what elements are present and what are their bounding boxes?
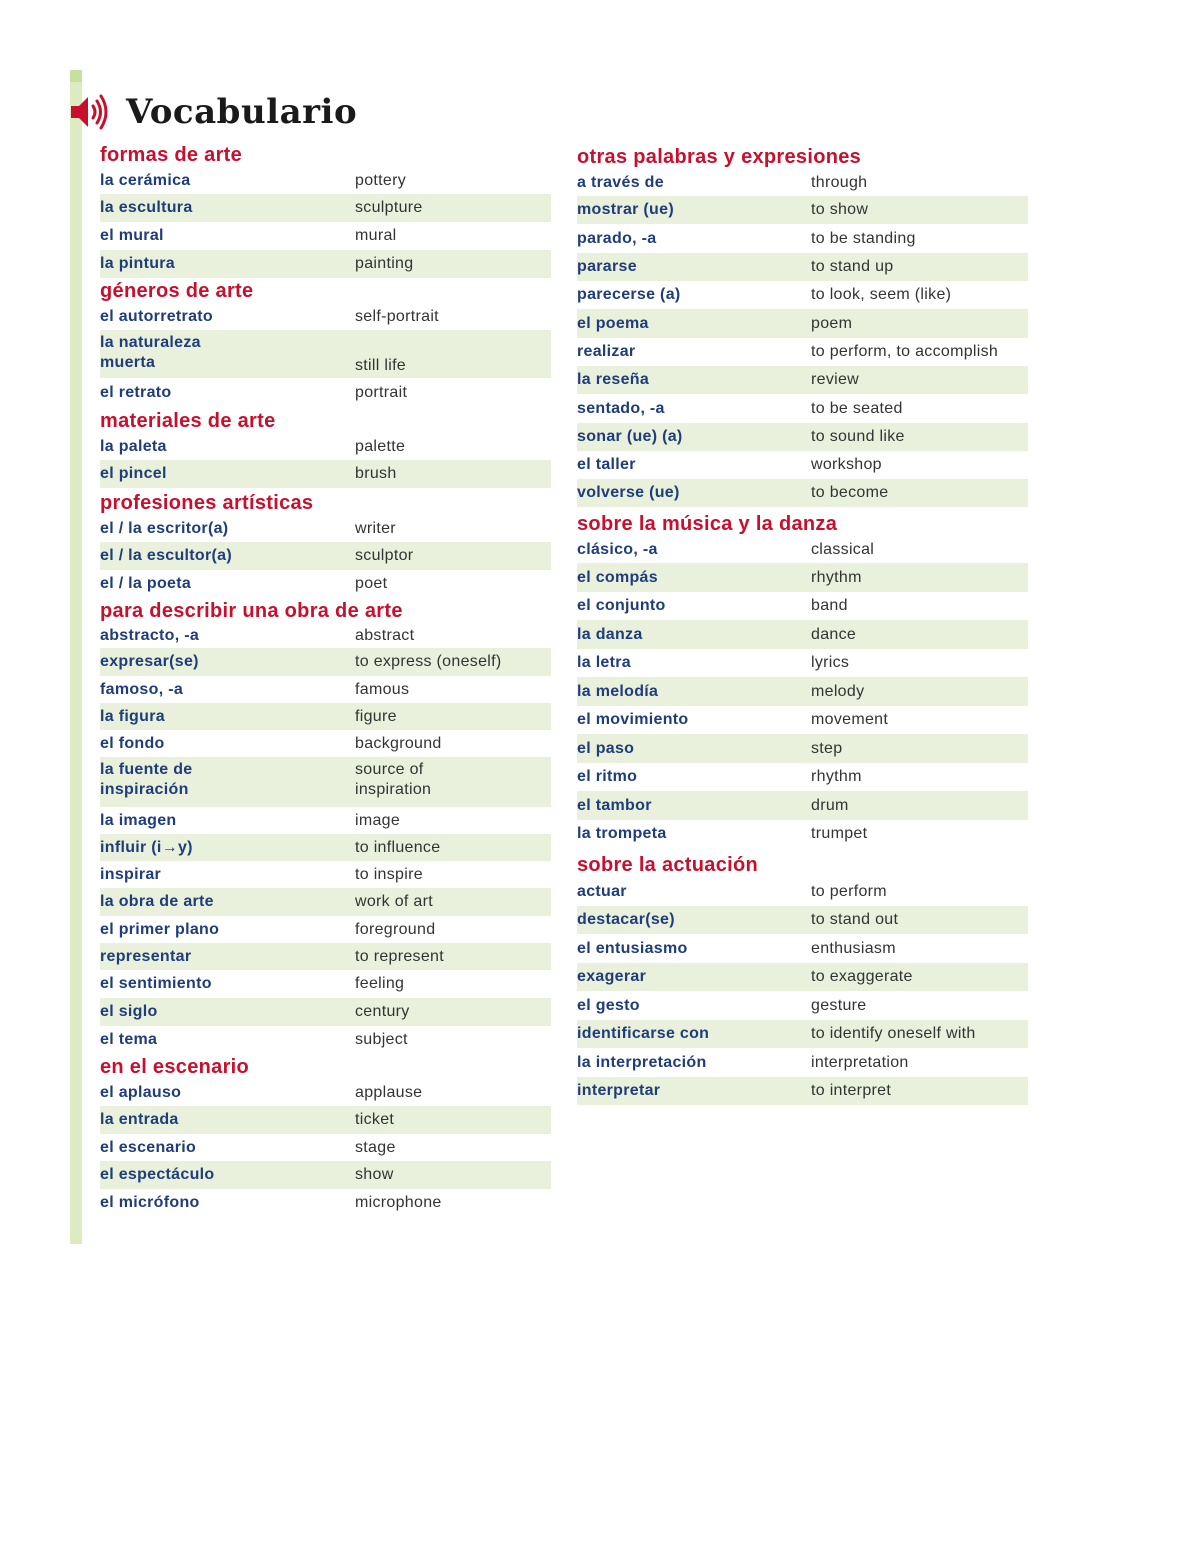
vocab-row <box>100 194 551 222</box>
spanish-term: el / la escultor(a) <box>100 547 232 564</box>
english-translation: melody <box>811 682 865 700</box>
section-heading: en el escenario <box>100 1056 250 1078</box>
vocab-row <box>577 394 1028 423</box>
english-translation: stage <box>355 1138 396 1156</box>
english-translation: poet <box>355 575 388 592</box>
english-translation: to identify oneself with <box>811 1025 976 1042</box>
english-translation: palette <box>355 438 406 455</box>
english-translation: foreground <box>355 920 436 938</box>
spanish-term: abstracto, -a <box>100 627 200 644</box>
vocab-row <box>577 677 1028 706</box>
vocab-row <box>577 791 1028 820</box>
english-translation: drum <box>811 796 849 814</box>
english-translation: through <box>811 174 868 191</box>
english-translation: sculptor <box>355 547 414 564</box>
vocab-row <box>100 1189 551 1217</box>
spanish-term: exagerar <box>577 968 647 985</box>
english-translation: to be seated <box>811 399 903 417</box>
vocab-row <box>100 970 551 998</box>
spanish-term: influir (i→y) <box>100 838 193 856</box>
spanish-term: la fuente de inspiración <box>100 761 193 798</box>
english-translation: rhythm <box>811 568 862 586</box>
english-translation: mural <box>355 227 397 244</box>
vocab-row <box>100 1026 551 1054</box>
spanish-term: interpretar <box>577 1082 661 1099</box>
spanish-term: sonar (ue) (a) <box>577 428 683 445</box>
vocab-row <box>100 250 551 278</box>
vocab-row <box>577 934 1028 963</box>
spanish-term: el micrófono <box>100 1194 200 1211</box>
vocab-row <box>577 338 1028 366</box>
spanish-term: el espectáculo <box>100 1166 215 1183</box>
spanish-term: actuar <box>577 883 627 900</box>
spanish-term: la paleta <box>100 438 167 455</box>
english-translation: to stand up <box>811 258 894 275</box>
spanish-term: el mural <box>100 227 164 244</box>
spanish-term: la obra de arte <box>100 893 214 910</box>
spanish-term: la interpretación <box>577 1053 707 1071</box>
english-translation: to show <box>811 201 869 218</box>
vocab-row <box>577 1077 1028 1105</box>
vocab-row <box>577 309 1028 338</box>
spanish-term: el tema <box>100 1031 158 1048</box>
page-header <box>68 90 357 134</box>
spanish-term: el entusiasmo <box>577 939 688 957</box>
vocab-row <box>577 649 1028 677</box>
section-heading: géneros de arte <box>100 280 254 302</box>
english-translation: to represent <box>355 947 444 965</box>
english-translation: subject <box>355 1031 408 1048</box>
english-translation: to exaggerate <box>811 968 913 985</box>
vocab-row <box>577 734 1028 763</box>
vocab-row <box>100 1080 551 1106</box>
vocab-row <box>577 196 1028 224</box>
vocab-row <box>577 479 1028 507</box>
spanish-term: destacar(se) <box>577 911 675 928</box>
spanish-term: clásico, -a <box>577 541 658 558</box>
english-translation: dance <box>811 625 857 643</box>
vocab-row <box>577 906 1028 934</box>
english-translation: to be standing <box>811 229 916 247</box>
english-translation: classical <box>811 541 875 558</box>
vocab-row <box>577 451 1028 479</box>
spanish-term: el poema <box>577 314 649 332</box>
spanish-term: la danza <box>577 625 643 643</box>
spanish-term: la figura <box>100 707 165 725</box>
speaker-icon[interactable] <box>68 92 110 132</box>
vocab-row <box>577 963 1028 991</box>
spanish-term: realizar <box>577 343 636 360</box>
english-translation: source of inspiration <box>355 761 432 798</box>
vocab-row <box>100 570 551 598</box>
vocab-row <box>100 998 551 1026</box>
vocab-row <box>577 423 1028 451</box>
english-translation: workshop <box>811 456 882 473</box>
spanish-term: la melodía <box>577 682 659 700</box>
vocab-row <box>577 763 1028 791</box>
spanish-term: el retrato <box>100 384 172 401</box>
spanish-term: el fondo <box>100 734 165 752</box>
vocab-row <box>100 916 551 943</box>
vocab-row <box>100 730 551 757</box>
english-translation: to express (oneself) <box>355 653 502 670</box>
vocab-row <box>100 378 551 408</box>
spanish-term: el conjunto <box>577 597 666 614</box>
right-vocab-column <box>577 144 1028 1105</box>
sidebar-accent-notch <box>70 70 82 82</box>
spanish-term: el paso <box>577 739 635 757</box>
spanish-term: el compás <box>577 568 658 586</box>
vocab-row <box>577 620 1028 649</box>
left-vocab-column <box>100 142 551 1217</box>
vocab-row <box>577 224 1028 253</box>
english-translation: to perform, to accomplish <box>811 343 999 360</box>
spanish-term: el gesto <box>577 996 640 1014</box>
english-translation: poem <box>811 314 853 332</box>
section-heading: para describir una obra de arte <box>100 600 403 622</box>
english-translation: lyrics <box>811 654 850 671</box>
spanish-term: la pintura <box>100 255 176 272</box>
spanish-term: pararse <box>577 258 637 275</box>
vocab-row <box>100 676 551 703</box>
english-translation: abstract <box>355 627 415 644</box>
spanish-term: mostrar (ue) <box>577 201 674 218</box>
spanish-term: el autorretrato <box>100 308 213 325</box>
english-translation: to inspire <box>355 865 423 883</box>
section-heading: formas de arte <box>100 144 243 166</box>
english-translation: show <box>355 1166 394 1183</box>
vocab-row <box>577 1020 1028 1048</box>
spanish-term: el primer plano <box>100 920 220 938</box>
vocab-row <box>577 706 1028 734</box>
english-translation: work of art <box>355 893 433 910</box>
section-heading: sobre la actuación <box>577 854 759 876</box>
english-translation: to sound like <box>811 428 905 445</box>
spanish-term: la reseña <box>577 371 650 388</box>
vocab-row <box>100 304 551 330</box>
spanish-term: volverse (ue) <box>577 484 680 501</box>
spanish-term: el ritmo <box>577 768 638 785</box>
spanish-term: parado, -a <box>577 229 657 247</box>
vocab-row <box>577 537 1028 563</box>
vocab-row <box>577 1048 1028 1077</box>
vocab-row <box>577 366 1028 394</box>
spanish-term: expresar(se) <box>100 653 199 670</box>
english-translation: review <box>811 371 860 388</box>
spanish-term: el sentimiento <box>100 975 212 992</box>
spanish-term: la escultura <box>100 199 193 216</box>
spanish-term: inspirar <box>100 865 162 883</box>
english-translation: enthusiasm <box>811 939 896 957</box>
vocab-row <box>100 807 551 834</box>
english-translation: background <box>355 734 442 752</box>
english-translation: gesture <box>811 996 867 1014</box>
english-translation: to influence <box>355 838 441 856</box>
vocab-row <box>100 861 551 888</box>
vocab-row <box>577 820 1028 848</box>
vocab-row <box>100 516 551 542</box>
english-translation: movement <box>811 711 889 728</box>
spanish-term: la letra <box>577 654 631 671</box>
vocab-row <box>100 1134 551 1161</box>
vocab-row <box>100 703 551 730</box>
english-translation: century <box>355 1003 410 1020</box>
english-translation: brush <box>355 465 397 482</box>
english-translation: to interpret <box>811 1082 892 1099</box>
spanish-term: la entrada <box>100 1111 179 1128</box>
english-translation: sculpture <box>355 199 423 216</box>
spanish-term: a través de <box>577 174 664 191</box>
vocab-row <box>577 991 1028 1020</box>
spanish-term: la trompeta <box>577 825 667 842</box>
vocab-row <box>577 253 1028 281</box>
spanish-term: la naturaleza muerta <box>100 334 201 371</box>
spanish-term: el tambor <box>577 796 652 814</box>
vocab-row <box>577 170 1028 196</box>
vocab-row <box>577 563 1028 592</box>
english-translation: microphone <box>355 1194 442 1211</box>
vocab-row <box>100 222 551 250</box>
english-translation: to perform <box>811 883 887 900</box>
english-translation: to stand out <box>811 911 899 928</box>
section-heading: sobre la música y la danza <box>577 513 838 535</box>
english-translation: trumpet <box>811 825 868 842</box>
spanish-term: famoso, -a <box>100 680 184 698</box>
vocab-row <box>577 281 1028 309</box>
vocab-row <box>577 878 1028 906</box>
vocab-row <box>100 168 551 194</box>
vocab-row <box>100 542 551 570</box>
vocab-row <box>100 624 551 648</box>
spanish-term: el movimiento <box>577 711 689 728</box>
english-translation: to look, seem (like) <box>811 286 952 303</box>
page-title: Vocabulario <box>126 92 358 132</box>
spanish-term: el taller <box>577 456 636 473</box>
spanish-term: el siglo <box>100 1003 158 1020</box>
english-translation: band <box>811 597 848 614</box>
english-translation: rhythm <box>811 768 862 785</box>
vocab-row <box>100 460 551 488</box>
english-translation: pottery <box>355 172 407 189</box>
vocab-row <box>100 648 551 676</box>
section-heading: materiales de arte <box>100 410 276 432</box>
english-translation: to become <box>811 484 889 501</box>
english-translation: interpretation <box>811 1053 909 1071</box>
english-translation: self-portrait <box>355 308 439 325</box>
spanish-term: parecerse (a) <box>577 286 681 303</box>
vocab-row <box>100 330 551 378</box>
section-heading: otras palabras y expresiones <box>577 146 862 168</box>
sidebar-accent-bar <box>70 70 82 1244</box>
spanish-term: el escenario <box>100 1138 197 1156</box>
english-translation: portrait <box>355 384 408 401</box>
vocab-row <box>100 757 551 807</box>
english-translation: ticket <box>355 1111 395 1128</box>
english-translation: step <box>811 739 843 757</box>
english-translation: still life <box>355 357 407 374</box>
english-translation: painting <box>355 255 414 272</box>
section-heading: profesiones artísticas <box>100 492 314 514</box>
spanish-term: el aplauso <box>100 1084 182 1101</box>
english-translation: image <box>355 811 401 829</box>
vocab-row <box>577 592 1028 620</box>
vocab-row <box>100 1106 551 1134</box>
vocab-row <box>100 834 551 861</box>
english-translation: feeling <box>355 975 405 992</box>
vocab-row <box>100 888 551 916</box>
vocab-row <box>100 1161 551 1189</box>
spanish-term: la imagen <box>100 811 177 829</box>
vocab-row <box>100 434 551 460</box>
spanish-term: el / la poeta <box>100 575 192 592</box>
spanish-term: representar <box>100 947 192 965</box>
english-translation: figure <box>355 707 397 725</box>
english-translation: famous <box>355 680 410 698</box>
spanish-term: la cerámica <box>100 172 191 189</box>
spanish-term: el / la escritor(a) <box>100 520 229 537</box>
vocab-row <box>100 943 551 970</box>
english-translation: writer <box>355 520 396 537</box>
spanish-term: el pincel <box>100 465 167 482</box>
spanish-term: identificarse con <box>577 1025 710 1042</box>
english-translation: applause <box>355 1084 423 1101</box>
spanish-term: sentado, -a <box>577 399 665 417</box>
